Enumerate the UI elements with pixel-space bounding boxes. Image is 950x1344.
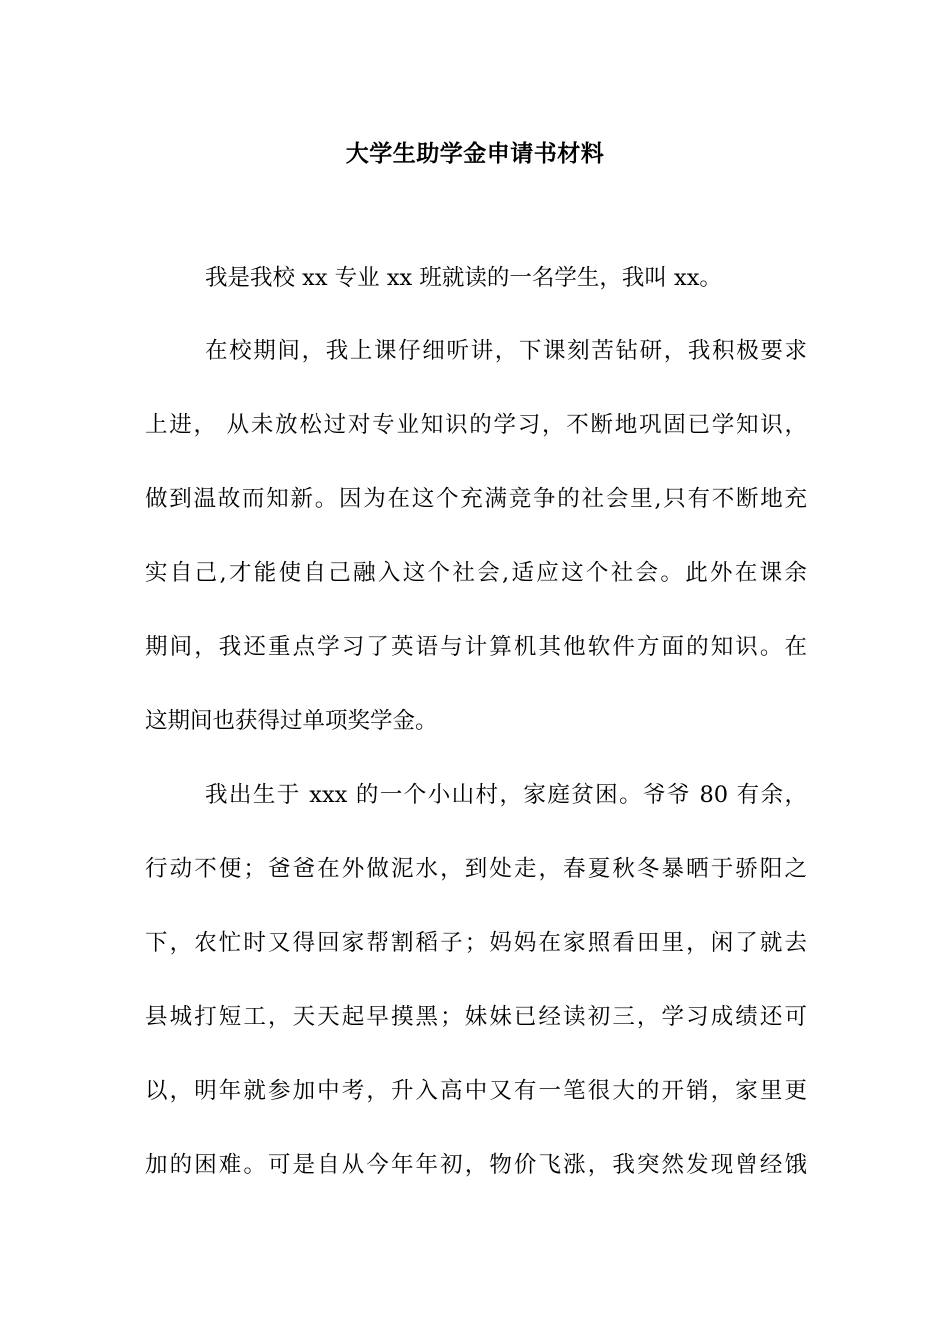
paragraph-line: 上进， 从未放松过对专业知识的学习，不断地巩固已学知识， [145, 412, 807, 438]
paragraph-line: 我是我校 xx 专业 xx 班就读的一名学生，我叫 xx。 [205, 265, 722, 291]
paragraph-line: 县城打短工，天天起早摸黑；妹妹已经读初三，学习成绩还可 [145, 1004, 807, 1030]
paragraph-line: 行动不便；爸爸在外做泥水，到处走，春夏秋冬暴晒于骄阳之 [145, 856, 807, 882]
paragraph-line: 期间，我还重点学习了英语与计算机其他软件方面的知识。在 [145, 634, 807, 660]
paragraph-line: 做到温故而知新。因为在这个充满竞争的社会里,只有不断地充 [145, 486, 807, 512]
paragraph-line: 我出生于 xxx 的一个小山村，家庭贫困。爷爷 80 有余， [205, 782, 807, 808]
document-title: 大学生助学金申请书材料 [345, 140, 605, 167]
paragraph-line: 加的困难。可是自从今年年初，物价飞涨，我突然发现曾经饿 [145, 1152, 807, 1178]
paragraph-line: 这期间也获得过单项奖学金。 [145, 708, 438, 734]
paragraph-line: 实自己,才能使自己融入这个社会,适应这个社会。此外在课余 [145, 560, 807, 586]
paragraph-line: 下，农忙时又得回家帮割稻子；妈妈在家照看田里，闲了就去 [145, 930, 807, 956]
paragraph-line: 在校期间，我上课仔细听讲，下课刻苦钻研，我积极要求 [205, 338, 807, 364]
paragraph-line: 以，明年就参加中考，升入高中又有一笔很大的开销，家里更 [145, 1078, 807, 1104]
